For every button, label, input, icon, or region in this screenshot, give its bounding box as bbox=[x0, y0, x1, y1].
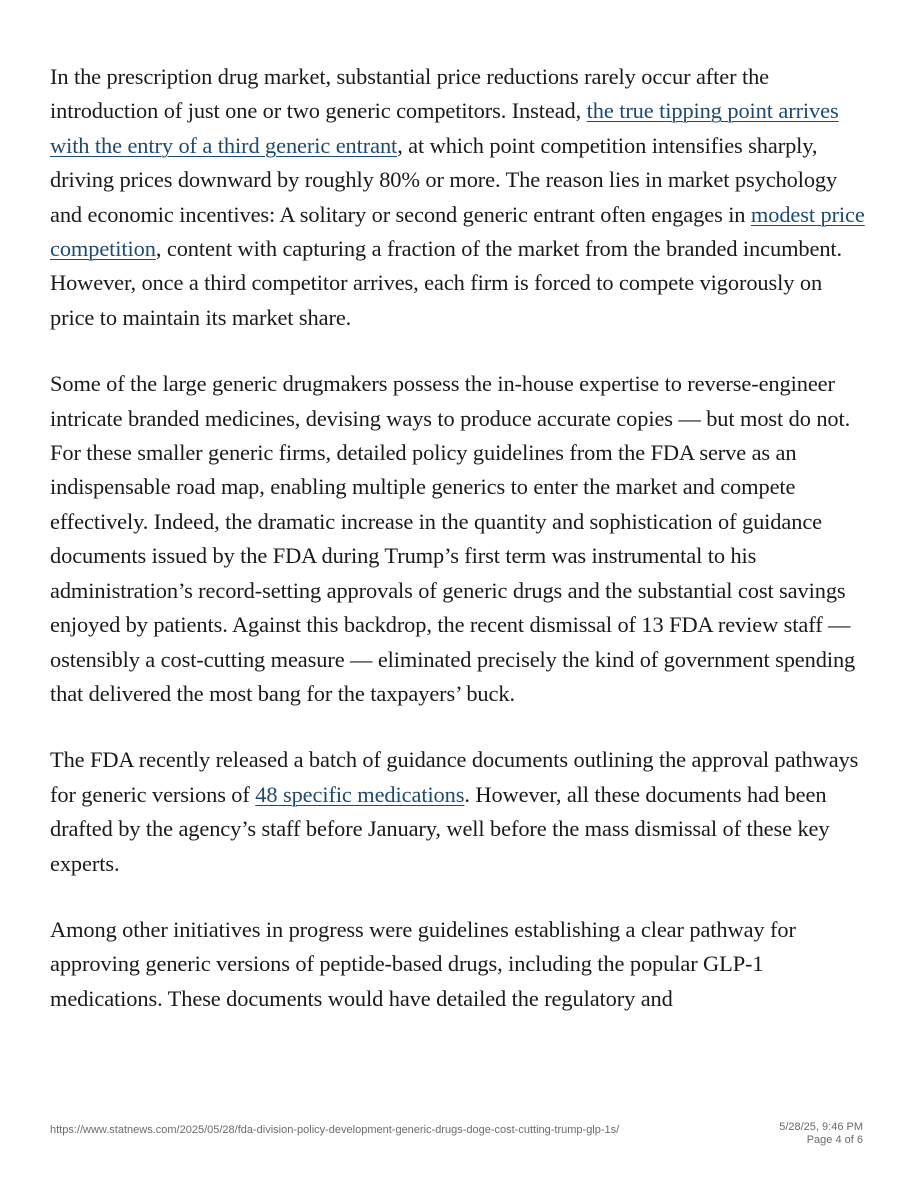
price-competition-link[interactable]: modest price competition bbox=[50, 201, 865, 262]
medications-link[interactable]: 48 specific medications bbox=[255, 781, 465, 807]
print-datetime: 5/28/25, 9:46 PM bbox=[779, 1121, 863, 1133]
print-meta bbox=[779, 1121, 863, 1147]
tipping-point-link[interactable]: the true tipping point arrives with the entry of a third generic entrant bbox=[50, 98, 839, 158]
paragraph-1-text-a: In the prescription drug market, substantial price reductions rarely occur after the introduction of just one or two generic competitors. Instead, bbox=[50, 64, 770, 124]
paragraph-3-text-b: . However, all these documents had been drafted by the agency’s staff before January, well before the mass dismissal of these key experts. bbox=[50, 781, 830, 876]
page-number: Page 4 of 6 bbox=[806, 1134, 863, 1146]
paragraph-3-text-a: The FDA recently released a batch of guidance documents outlining the approval pathways for generic versions of bbox=[50, 747, 859, 807]
paragraph-2: Some of the large generic drugmakers possess the in-house expertise to reverse-engineer intricate branded medicines, devising ways to produce accurate copies — but most do not. For these smaller generic firms, detailed policy guidelines from the FDA serve as an indispensable road map, enabling multiple generics to enter the market and compete effectively. Indeed, the dramatic increase in the quantity and sophistication of guidance documents issued by the FDA during Trump’s first term was instrumental to his administration’s record-setting approvals of generic drugs and the substantial cost savings enjoyed by patients. Against this backdrop, the recent dismissal of 13 FDA review staff — ostensibly a cost-cutting measure — eliminated precisely the kind of government spending that delivered the most bang for the taxpayers’ buck. bbox=[50, 371, 856, 706]
paragraph-4: Among other initiatives in progress were guidelines establishing a clear pathway for approving generic versions of peptide-based drugs, including the popular GLP-1 medications. These documents would have detailed the regulatory and bbox=[50, 916, 796, 1011]
paragraph-1-text-c: , content with capturing a fraction of the market from the branded incumbent. However, once a third competitor arrives, each firm is forced to compete vigorously on price to maintain its market share. bbox=[50, 236, 843, 330]
paragraph-1-text-b: , at which point competition intensifies sharply, driving prices downward by roughly 80% or more. The reason lies in market psychology and economic incentives: A solitary or second generic entrant often engages in bbox=[50, 132, 838, 227]
paragraph-1 bbox=[50, 60, 870, 335]
article-body bbox=[50, 60, 870, 1048]
paragraph-3 bbox=[50, 743, 870, 881]
source-url: https://www.statnews.com/2025/05/28/fda-division-policy-development-generic-drugs-doge-cost-cutting-trump-glp-1s/ bbox=[50, 1124, 620, 1136]
